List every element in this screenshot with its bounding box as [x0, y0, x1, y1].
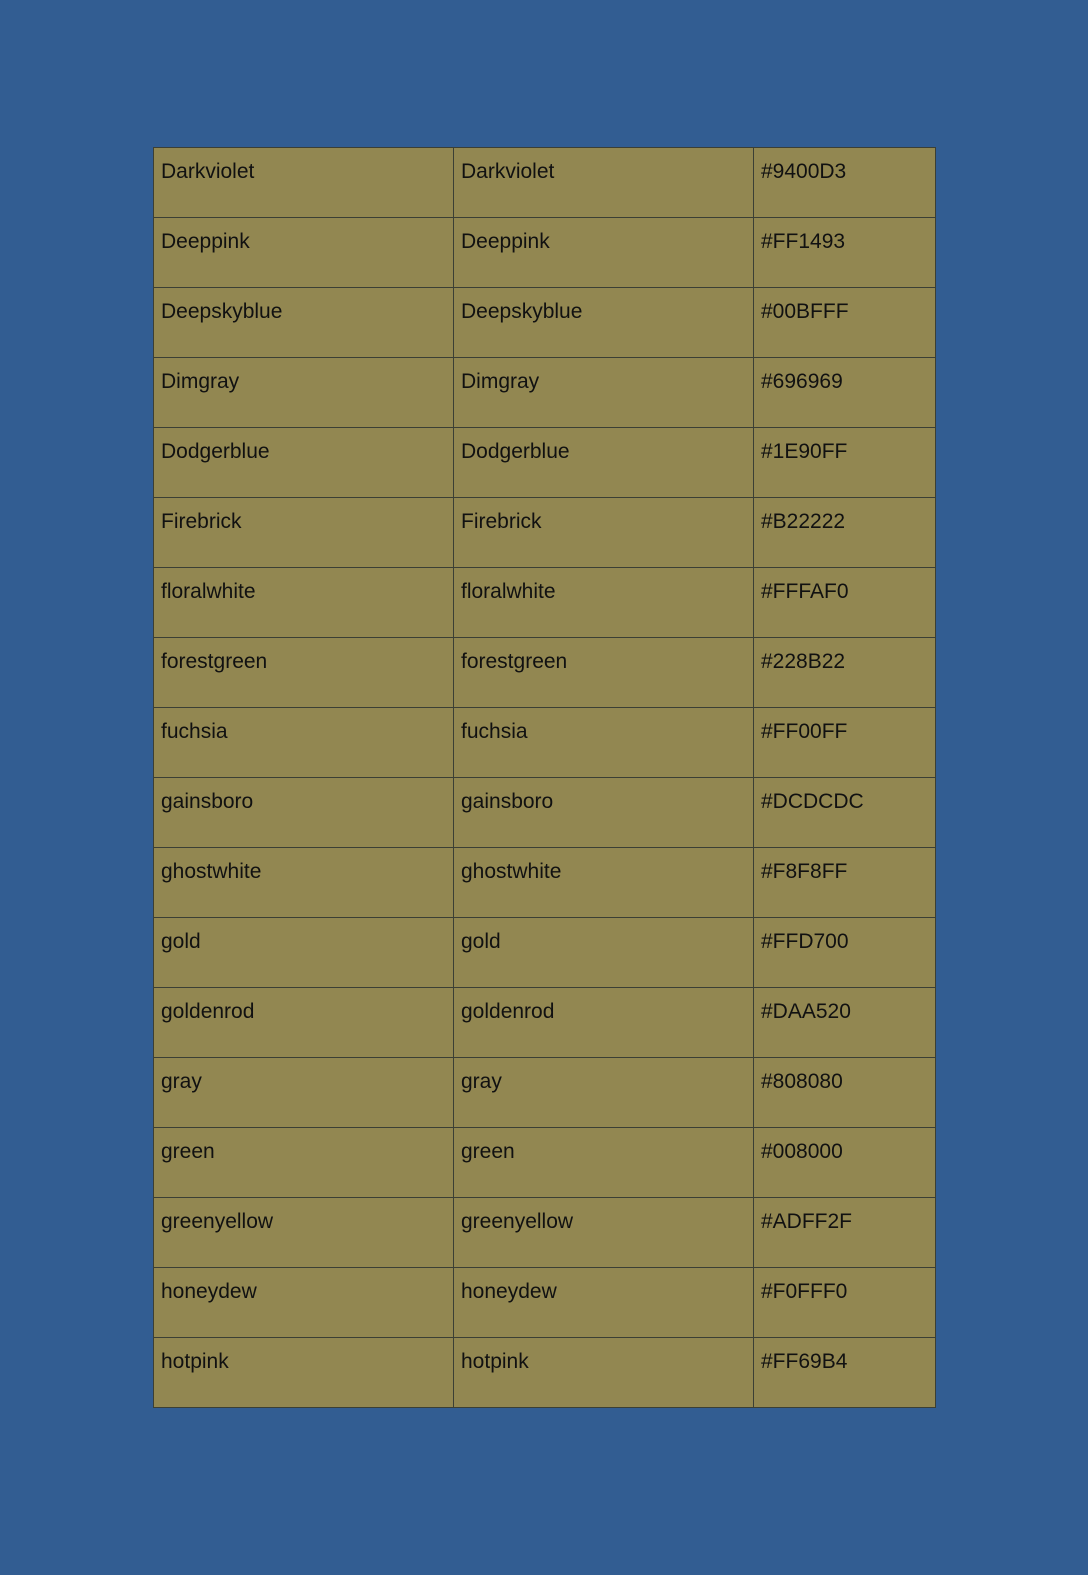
- color-name-cell: floralwhite: [454, 568, 754, 638]
- color-name-cell: gold: [454, 918, 754, 988]
- color-name-cell: Deepskyblue: [454, 288, 754, 358]
- color-name-cell: hotpink: [154, 1338, 454, 1408]
- color-name-cell: floralwhite: [154, 568, 454, 638]
- hex-code-cell: #DAA520: [754, 988, 936, 1058]
- table-row: [154, 428, 936, 498]
- hex-code-cell: #F8F8FF: [754, 848, 936, 918]
- color-name-cell: greenyellow: [454, 1198, 754, 1268]
- color-name-cell: Dodgerblue: [454, 428, 754, 498]
- hex-code-cell: #B22222: [754, 498, 936, 568]
- hex-code-cell: #F0FFF0: [754, 1268, 936, 1338]
- table-row: [154, 148, 936, 218]
- color-name-cell: Deeppink: [154, 218, 454, 288]
- hex-code-cell: #00BFFF: [754, 288, 936, 358]
- color-name-cell: gray: [154, 1058, 454, 1128]
- table-row: [154, 1058, 936, 1128]
- hex-code-cell: #228B22: [754, 638, 936, 708]
- table-row: [154, 498, 936, 568]
- hex-code-cell: #FFD700: [754, 918, 936, 988]
- table-row: [154, 288, 936, 358]
- color-name-cell: gainsboro: [454, 778, 754, 848]
- table-row: [154, 988, 936, 1058]
- color-name-cell: Dimgray: [154, 358, 454, 428]
- color-name-cell: ghostwhite: [454, 848, 754, 918]
- table-row: [154, 568, 936, 638]
- color-name-cell: Darkviolet: [154, 148, 454, 218]
- table-row: [154, 1268, 936, 1338]
- hex-code-cell: #ADFF2F: [754, 1198, 936, 1268]
- table-row: [154, 1338, 936, 1408]
- table-row: [154, 358, 936, 428]
- color-name-cell: fuchsia: [154, 708, 454, 778]
- table-row: [154, 1128, 936, 1198]
- color-name-cell: gainsboro: [154, 778, 454, 848]
- table-row: [154, 848, 936, 918]
- color-name-cell: Firebrick: [154, 498, 454, 568]
- hex-code-cell: #DCDCDC: [754, 778, 936, 848]
- hex-code-cell: #FF69B4: [754, 1338, 936, 1408]
- hex-code-cell: #1E90FF: [754, 428, 936, 498]
- table-row: [154, 1198, 936, 1268]
- hex-code-cell: #9400D3: [754, 148, 936, 218]
- color-name-cell: green: [154, 1128, 454, 1198]
- color-name-cell: Dimgray: [454, 358, 754, 428]
- hex-code-cell: #696969: [754, 358, 936, 428]
- hex-code-cell: #FFFAF0: [754, 568, 936, 638]
- hex-code-cell: #808080: [754, 1058, 936, 1128]
- color-name-cell: gray: [454, 1058, 754, 1128]
- color-name-cell: honeydew: [454, 1268, 754, 1338]
- table-row: [154, 708, 936, 778]
- color-name-cell: forestgreen: [454, 638, 754, 708]
- color-name-cell: ghostwhite: [154, 848, 454, 918]
- color-name-cell: green: [454, 1128, 754, 1198]
- table-body: [154, 148, 936, 1408]
- color-name-cell: gold: [154, 918, 454, 988]
- color-name-cell: goldenrod: [454, 988, 754, 1058]
- color-name-cell: Deeppink: [454, 218, 754, 288]
- hex-code-cell: #FF1493: [754, 218, 936, 288]
- color-name-cell: greenyellow: [154, 1198, 454, 1268]
- table-row: [154, 638, 936, 708]
- color-name-cell: goldenrod: [154, 988, 454, 1058]
- table-row: [154, 778, 936, 848]
- color-name-cell: honeydew: [154, 1268, 454, 1338]
- color-name-cell: hotpink: [454, 1338, 754, 1408]
- color-names-table: [153, 147, 936, 1408]
- table-row: [154, 918, 936, 988]
- color-name-cell: fuchsia: [454, 708, 754, 778]
- color-name-cell: forestgreen: [154, 638, 454, 708]
- table-row: [154, 218, 936, 288]
- hex-code-cell: #FF00FF: [754, 708, 936, 778]
- hex-code-cell: #008000: [754, 1128, 936, 1198]
- color-name-cell: Dodgerblue: [154, 428, 454, 498]
- color-name-cell: Firebrick: [454, 498, 754, 568]
- color-name-cell: Darkviolet: [454, 148, 754, 218]
- color-name-cell: Deepskyblue: [154, 288, 454, 358]
